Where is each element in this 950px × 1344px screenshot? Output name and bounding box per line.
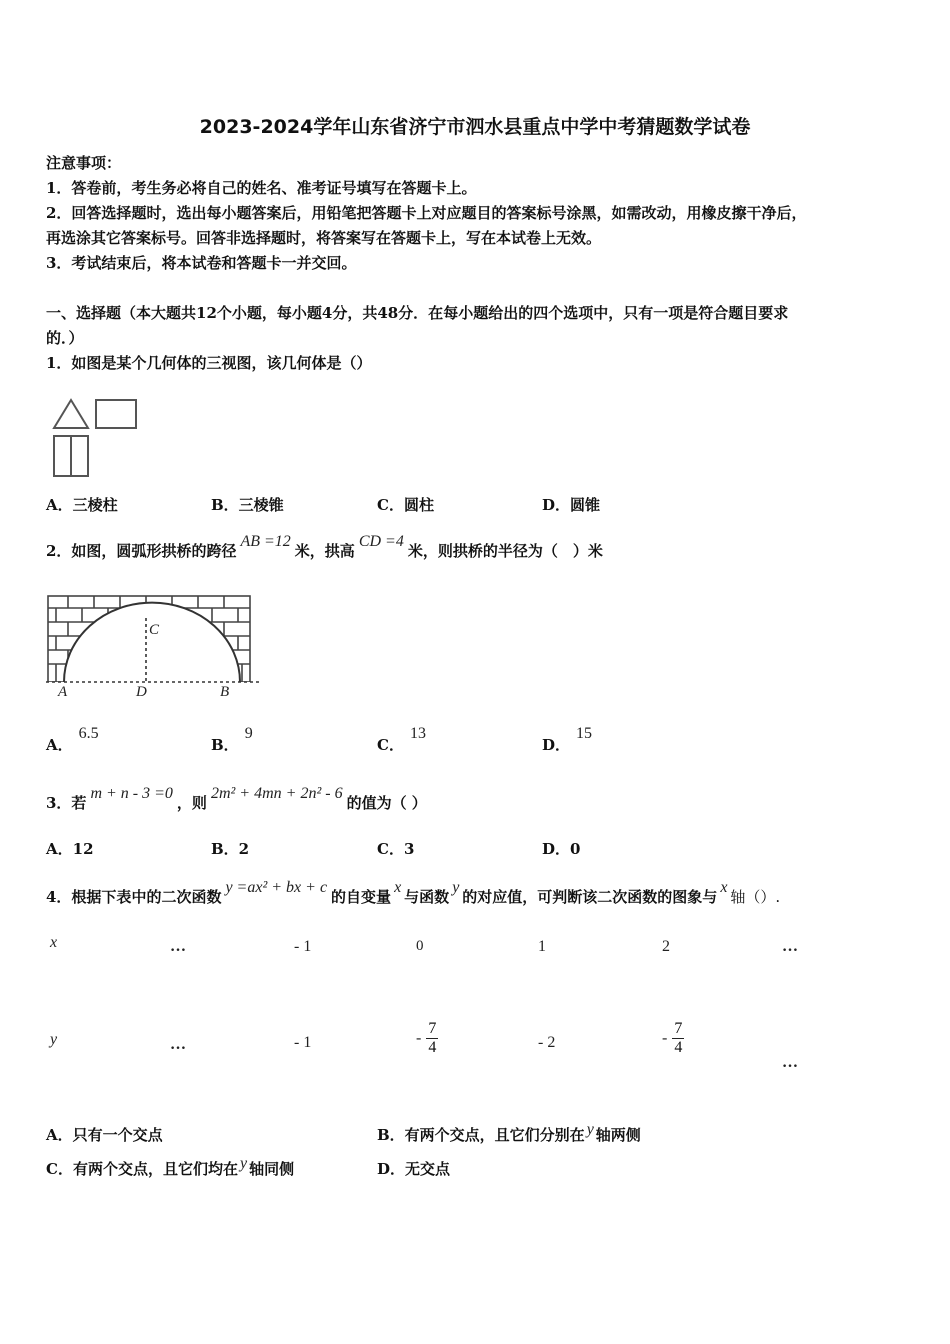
q4-y-cell-3-fraction <box>426 1020 438 1057</box>
q4-math-function: y =ax² + bx + c <box>225 879 328 896</box>
q4-y-cell-5-sign: - <box>662 1029 668 1047</box>
q2-math-cd: CD =4 <box>358 533 404 550</box>
q2-option-b-value: 9 <box>244 725 253 742</box>
q2-option-b-label: B． <box>211 736 239 754</box>
section-heading-line1: 一、选择题（本大题共12个小题，每小题4分，共48分．在每小题给出的四个选项中，只有一项是符合题目要求 <box>46 304 789 322</box>
q4-stem-part2: 的自变量 <box>331 888 392 906</box>
q4-y-cell-1: … <box>170 1036 186 1053</box>
q3-stem-part2: ，则 <box>176 794 207 812</box>
q4-stem-part5: 轴（）. <box>730 888 781 906</box>
q1-three-views-figure <box>50 392 142 480</box>
q2-option-a-label: A． <box>46 736 73 754</box>
notice-item-1: 1．答卷前，考生务必将自己的姓名、准考证号填写在答题卡上。 <box>46 179 477 197</box>
q1-option-b[interactable]: B．三棱锥 <box>211 496 284 514</box>
q4-math-x2: x <box>720 879 728 896</box>
side-view-rectangle <box>96 400 136 428</box>
q4-x-header: x <box>50 934 58 951</box>
q3-option-b[interactable]: B．2 <box>211 840 250 858</box>
q1-option-d[interactable]: D．圆锥 <box>542 496 601 514</box>
q4-math-x: x <box>394 879 402 896</box>
q4-x-cell-2: - 1 <box>294 938 312 955</box>
q2-option-d-label: D． <box>542 736 571 754</box>
q3-math-condition: m + n - 3 =0 <box>90 785 173 802</box>
q2-option-a[interactable] <box>46 725 99 755</box>
q4-option-c-y: y <box>239 1155 248 1172</box>
frac-numerator: 7 <box>674 1020 683 1037</box>
front-view-triangle <box>54 400 88 428</box>
section-heading-line2: 的．） <box>46 329 84 347</box>
notice-heading: 注意事项： <box>46 154 122 172</box>
q2-math-ab: AB =12 <box>240 533 291 550</box>
q2-option-d[interactable] <box>542 725 593 755</box>
label-d: D <box>136 684 147 700</box>
q2-option-d-value: 15 <box>576 725 593 742</box>
page-title: 2023-2024学年山东省济宁市泗水县重点中学中考猜题数学试卷 <box>199 116 751 138</box>
q4-y-header: y <box>50 1031 58 1048</box>
q4-stem-part3: 与函数 <box>404 888 450 906</box>
q2-option-b[interactable] <box>211 725 253 755</box>
q4-option-b[interactable] <box>377 1121 641 1145</box>
q4-option-b-part2: 轴两侧 <box>595 1126 641 1144</box>
q2-option-c[interactable] <box>377 725 426 755</box>
q4-option-b-part1: B．有两个交点，且它们分别在 <box>377 1126 585 1144</box>
q4-stem-part1: 4．根据下表中的二次函数 <box>46 888 222 906</box>
q4-option-c-part1: C．有两个交点，且它们均在 <box>46 1160 238 1178</box>
q3-stem-part1: 3．若 <box>46 794 87 812</box>
q1-option-c[interactable]: C．圆柱 <box>377 496 434 514</box>
q4-y-cell-5-fraction <box>672 1020 684 1057</box>
q2-option-c-label: C． <box>377 736 404 754</box>
frac-numerator: 7 <box>428 1020 437 1037</box>
notice-item-2a: 2．回答选择题时，选出每小题答案后，用铅笔把答题卡上对应题目的答案标号涂黑，如需改动，用橡皮擦干净后， <box>46 204 807 222</box>
q3-stem-part3: 的值为（ ） <box>346 794 427 812</box>
q4-x-cell-4: 1 <box>538 938 546 955</box>
q4-option-c-part2: 轴同侧 <box>249 1160 295 1178</box>
notice-item-2b: 再选涂其它答案标号。回答非选择题时，将答案写在答题卡上，写在本试卷上无效。 <box>46 229 602 247</box>
q1-stem: 1．如图是某个几何体的三视图，该几何体是（） <box>46 354 372 372</box>
label-b: B <box>220 684 230 700</box>
q4-option-c[interactable] <box>46 1155 295 1179</box>
q2-option-c-value: 13 <box>409 725 426 742</box>
q3-math-expression: 2m² + 4mn + 2n² - 6 <box>210 785 343 802</box>
q4-y-cell-5 <box>662 1020 684 1057</box>
q4-y-cell-6: … <box>782 1054 798 1071</box>
q4-option-a[interactable]: A．只有一个交点 <box>46 1126 163 1144</box>
q4-y-cell-3-sign: - <box>416 1029 422 1047</box>
q4-option-d[interactable]: D．无交点 <box>377 1160 451 1178</box>
q4-option-b-y: y <box>586 1121 594 1138</box>
q3-option-a[interactable]: A．12 <box>46 840 94 858</box>
q3-option-d[interactable]: D．0 <box>542 840 581 858</box>
label-c: C <box>149 622 160 638</box>
q4-x-cell-1: … <box>170 938 186 955</box>
q4-stem-part4: 的对应值，可判断该二次函数的图象与 <box>462 888 718 906</box>
q3-option-c[interactable]: C．3 <box>377 840 415 858</box>
arch-curve <box>64 603 240 682</box>
q2-arch-bridge-figure <box>46 594 260 700</box>
q2-option-a-value: 6.5 <box>78 725 99 742</box>
q2-stem-part2: 米，拱高 <box>294 542 355 560</box>
q4-math-y: y <box>452 879 460 896</box>
notice-item-3: 3．考试结束后，将本试卷和答题卡一并交回。 <box>46 254 357 272</box>
label-a: A <box>58 684 68 700</box>
q4-y-cell-4: - 2 <box>538 1034 556 1051</box>
q4-y-cell-3 <box>416 1020 438 1057</box>
q4-x-cell-3: 0 <box>416 938 424 954</box>
frac-denominator: 4 <box>428 1039 437 1056</box>
q4-x-cell-6: … <box>782 938 798 955</box>
q1-option-a[interactable]: A．三棱柱 <box>46 496 118 514</box>
q3-stem <box>46 785 427 813</box>
q2-stem-part1: 2．如图，圆弧形拱桥的跨径 <box>46 542 237 560</box>
q4-x-cell-5: 2 <box>662 938 670 955</box>
q2-stem-part3: 米，则拱桥的半径为（ ）米 <box>407 542 603 560</box>
q2-stem <box>46 533 603 561</box>
q4-y-cell-2: - 1 <box>294 1034 312 1051</box>
q4-stem <box>46 879 781 907</box>
frac-denominator: 4 <box>674 1039 683 1056</box>
